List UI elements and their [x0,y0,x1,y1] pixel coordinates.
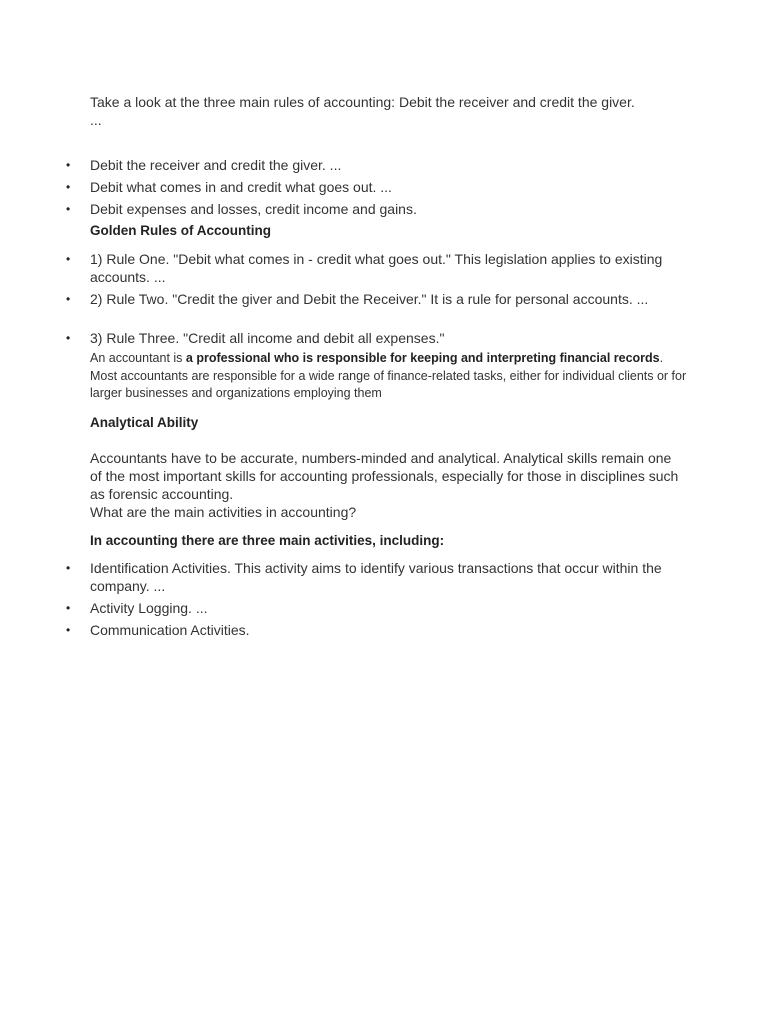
intro-text: Take a look at the three main rules of accounting: Debit the receiver and credit the giver. [90,94,635,110]
golden-rules-heading: Golden Rules of Accounting [90,223,271,238]
activity-item-text: Activity Logging. ... [90,600,208,616]
activities-question: What are the main activities in accounting? [90,504,357,520]
activity-item-text: Identification Activities. This activity aims to identify various transactions that occur within the company. ... [90,560,662,594]
bullet-icon: • [66,561,71,575]
bullet-icon: • [66,158,71,172]
bullet-icon: • [66,202,71,216]
intro-paragraph [90,93,690,129]
analytical-ability-heading: Analytical Ability [90,415,199,430]
analytical-paragraph [90,449,685,521]
bullet-icon: • [66,252,71,266]
bullet-icon: • [66,623,71,637]
intro-ellipsis: ... [90,112,102,128]
analytical-text: Accountants have to be accurate, numbers-minded and analytical. Analytical skills remain one of the most important skills for accounting professionals, especially for those in disciplines such as forensic accounting. [90,450,679,502]
rule-item-text: Debit what comes in and credit what goes out. ... [90,179,392,195]
activity-item-text: Communication Activities. [90,622,250,638]
accountant-bold-definition: a professional who is responsible for keeping and interpreting financial records [185,351,660,365]
golden-rule-text: 2) Rule Two. "Credit the giver and Debit the Receiver." It is a rule for personal accounts. ... [90,291,649,307]
rule-item-text: Debit the receiver and credit the giver. ... [90,157,342,173]
accountant-suffix: . Most accountants are responsible for a wide range of finance-related tasks, either for individual clients or for larger businesses and organizations employing them [90,351,687,400]
activities-heading: In accounting there are three main activities, including: [90,533,445,548]
bullet-icon: • [66,331,71,345]
accountant-definition [90,350,690,403]
rule-item-text: Debit expenses and losses, credit income and gains. [90,201,417,217]
golden-rule-text: 3) Rule Three. "Credit all income and debit all expenses." [90,330,445,346]
accountant-prefix: An accountant is [90,351,186,365]
bullet-icon: • [66,601,71,615]
golden-rule-text: 1) Rule One. "Debit what comes in - credit what goes out." This legislation applies to existing accounts. ... [90,251,663,285]
bullet-icon: • [66,180,71,194]
bullet-icon: • [66,292,71,306]
